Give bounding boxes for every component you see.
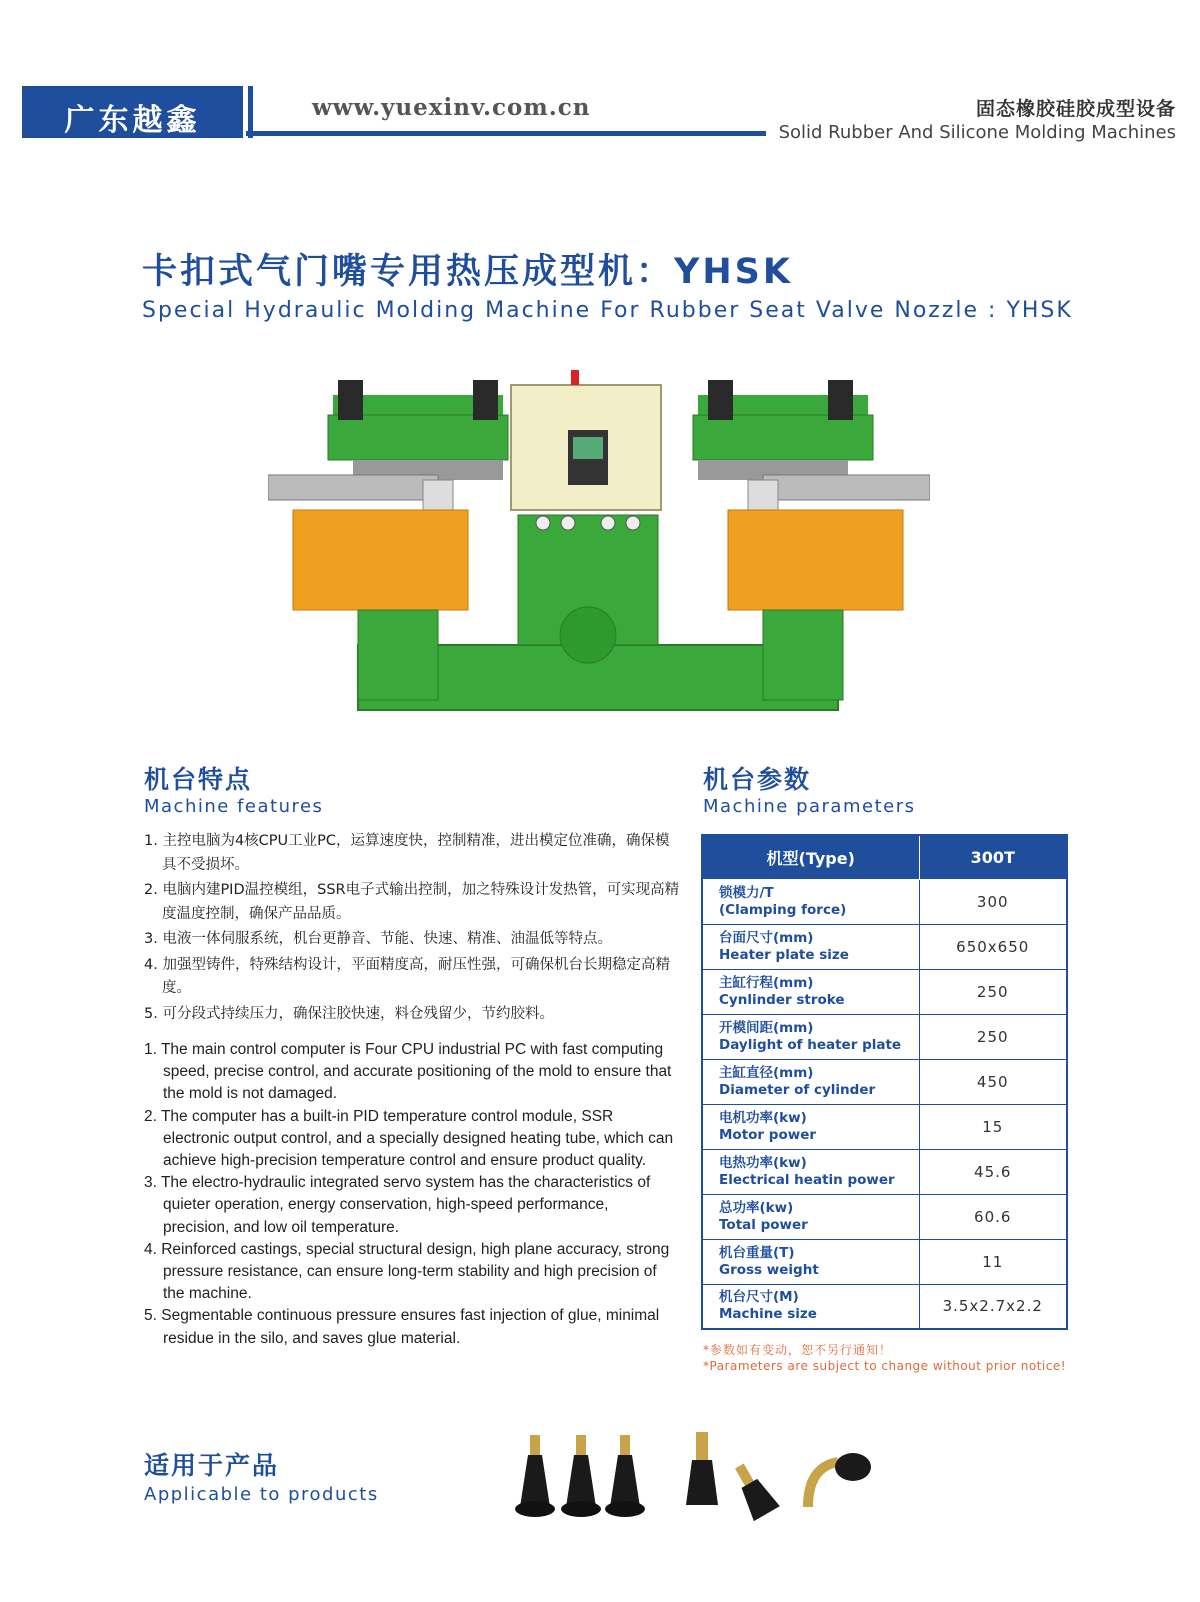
column-header-type: 机型(Type) xyxy=(702,835,919,879)
table-row xyxy=(702,1149,1067,1194)
param-value: 15 xyxy=(919,1104,1067,1149)
param-label-cn: 主缸直径(mm) xyxy=(719,1064,814,1081)
param-label-en: Diameter of cylinder xyxy=(719,1081,876,1098)
list-item: 5. 可分段式持续压力，确保注胶快速，料仓残留少，节约胶料。 xyxy=(144,1005,554,1022)
table-row xyxy=(702,924,1067,969)
param-label xyxy=(702,1059,919,1104)
param-value: 45.6 xyxy=(919,1149,1067,1194)
param-label xyxy=(702,1194,919,1239)
table-row xyxy=(702,1104,1067,1149)
param-label-en: Heater plate size xyxy=(719,946,849,963)
param-label-en: Gross weight xyxy=(719,1261,819,1278)
param-label xyxy=(702,1239,919,1284)
param-label-en: Cynlinder stroke xyxy=(719,991,845,1008)
param-label-cn: 锁模力/T xyxy=(719,884,774,901)
features-heading-en: Machine features xyxy=(144,796,324,817)
param-label xyxy=(702,1149,919,1194)
table-row xyxy=(702,1059,1067,1104)
table-row xyxy=(702,1014,1067,1059)
header-divider xyxy=(246,131,766,136)
param-label-cn: 开模间距(mm) xyxy=(719,1019,814,1036)
table-row xyxy=(702,969,1067,1014)
list-item: 4. Reinforced castings, special structural design, high plane accuracy, strong pressure resistance, can ensure long-term stability and high precision of the machine. xyxy=(144,1240,670,1303)
product-images xyxy=(508,1427,888,1527)
header-tagline-cn: 固态橡胶硅胶成型设备 xyxy=(975,98,1176,120)
param-label xyxy=(702,1104,919,1149)
column-header-model: 300T xyxy=(919,835,1067,879)
parameters-heading-cn: 机台参数 xyxy=(703,765,812,794)
list-item: 3. 电液一体伺服系统，机台更静音、节能、快速、精准、油温低等特点。 xyxy=(144,931,612,947)
parameters-heading-en: Machine parameters xyxy=(703,796,916,817)
param-value: 250 xyxy=(919,969,1067,1014)
list-item: 4. 加强型铸件，特殊结构设计，平面精度高，耐压性强，可确保机台长期稳定高精度。 xyxy=(144,956,670,996)
param-label-cn: 主缸行程(mm) xyxy=(719,974,814,991)
list-item: 2. 电脑内建PID温控模组，SSR电子式输出控制，加之特殊设计发热管，可实现高精度温度控制，确保产品品质。 xyxy=(144,882,680,922)
param-label xyxy=(702,879,919,924)
list-item: 1. 主控电脑为4核CPU工业PC，运算速度快，控制精准，进出模定位准确，确保模具不受损坏。 xyxy=(144,833,670,873)
table-row xyxy=(702,1239,1067,1284)
parameters-table xyxy=(701,834,1068,1330)
param-label-cn: 台面尺寸(mm) xyxy=(719,929,814,946)
page-title-cn: 卡扣式气门嘴专用热压成型机：YHSK xyxy=(142,252,793,292)
param-label-en: Total power xyxy=(719,1216,808,1233)
param-label xyxy=(702,1284,919,1329)
param-label xyxy=(702,1014,919,1059)
param-value: 300 xyxy=(919,879,1067,924)
products-heading-cn: 适用于产品 xyxy=(144,1451,280,1480)
table-row xyxy=(702,1194,1067,1239)
param-label xyxy=(702,969,919,1014)
param-value: 60.6 xyxy=(919,1194,1067,1239)
param-value: 11 xyxy=(919,1239,1067,1284)
website-url[interactable]: www.yuexinv.com.cn xyxy=(312,94,591,121)
list-item: 5. Segmentable continuous pressure ensures fast injection of glue, minimal residue in the silo, and saves glue material. xyxy=(144,1307,660,1347)
table-header-row xyxy=(702,835,1067,879)
features-heading-cn: 机台特点 xyxy=(144,765,253,794)
machine-photo xyxy=(268,365,930,725)
param-label xyxy=(702,924,919,969)
param-value: 3.5x2.7x2.2 xyxy=(919,1284,1067,1329)
param-label-cn: 机台尺寸(M) xyxy=(719,1289,799,1306)
list-item: 2. The computer has a built-in PID temperature control module, SSR electronic output control, and a specially designed heating tube, which can achieve high-precision temperature control and ensure product quality. xyxy=(144,1107,674,1170)
page-title-en: Special Hydraulic Molding Machine For Rubber Seat Valve Nozzle : YHSK xyxy=(142,298,1073,323)
param-label-cn: 电机功率(kw) xyxy=(719,1109,807,1126)
features-list-en xyxy=(144,1039,679,1350)
param-label-cn: 电热功率(kw) xyxy=(719,1154,807,1171)
param-label-en: Machine size xyxy=(719,1306,817,1323)
brand-name: 广东越鑫 xyxy=(64,103,201,138)
list-item: 1. The main control computer is Four CPU industrial PC with fast computing speed, precise control, and accurate positioning of the mold to ensure that the mold is not damaged. xyxy=(144,1041,672,1103)
param-label-en: Electrical heatin power xyxy=(719,1171,895,1188)
brand-logo-box xyxy=(22,86,248,138)
products-heading-en: Applicable to products xyxy=(144,1484,379,1505)
parameters-note-en: *Parameters are subject to change without prior notice! xyxy=(703,1359,1067,1373)
param-label-en: Daylight of heater plate xyxy=(719,1036,902,1053)
table-row xyxy=(702,1284,1067,1329)
parameters-note-cn: *参数如有变动，恕不另行通知！ xyxy=(703,1343,893,1357)
list-item: 3. The electro-hydraulic integrated servo system has the characteristics of quieter operation, energy conservation, high-speed performance, precision, and low oil temperature. xyxy=(144,1174,651,1236)
param-value: 450 xyxy=(919,1059,1067,1104)
param-label-cn: 总功率(kw) xyxy=(719,1199,794,1216)
param-label-en: Motor power xyxy=(719,1126,817,1143)
param-value: 250 xyxy=(919,1014,1067,1059)
param-value: 650x650 xyxy=(919,924,1067,969)
features-list-cn xyxy=(144,830,684,1028)
param-label-en: (Clamping force) xyxy=(719,901,847,918)
param-label-cn: 机台重量(T) xyxy=(719,1244,795,1261)
header-tagline-en: Solid Rubber And Silicone Molding Machines xyxy=(778,122,1176,143)
table-row xyxy=(702,879,1067,924)
